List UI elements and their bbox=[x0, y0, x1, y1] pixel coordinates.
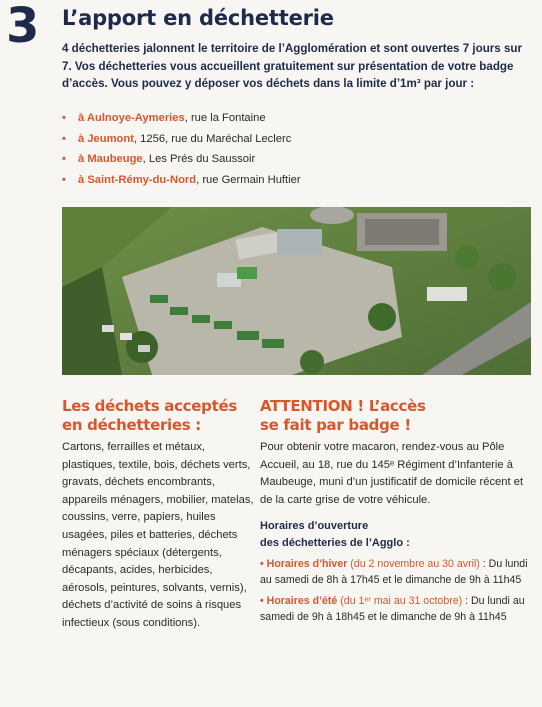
list-item bbox=[62, 131, 522, 152]
attention-column bbox=[260, 397, 532, 625]
town-name: à Saint-Rémy-du-Nord bbox=[78, 173, 197, 186]
page-title: L’apport en déchetterie bbox=[62, 6, 334, 30]
list-item bbox=[62, 151, 522, 172]
accepted-waste-text: Cartons, ferrailles et métaux, plastiques, textile, bois, déchets verts, gravats, déchets encombrants, appareils ménagers, mobilier, matelas, coussins, verre, papiers, huiles usagées, piles et batteries, déchets ménagers spéciaux (détergents, décapants, acides, herbicides, aérosols, peintures, solvants, vernis), déchets d’activité de soins à risques infectieux (sous conditions). bbox=[62, 441, 254, 629]
season-detail: : Du lundi au samedi de 8h à 17h45 et le dimanche de 9h à 11h45 bbox=[260, 558, 528, 587]
winter-hours bbox=[260, 556, 532, 588]
heading-line: ATTENTION ! L’accès bbox=[260, 397, 426, 415]
intro-paragraph: 4 déchetteries jalonnent le territoire de l’Agglomération et sont ouvertes 7 jours sur 7. Vos déchetteries vous accueillent gratuitement sur présentation de votre badge d’accès. Vous pouvez y déposer vos déchets dans la limite d’1m³ par jour : bbox=[62, 42, 522, 90]
bullet-icon: • bbox=[260, 558, 264, 571]
season-dates: (du 1ᵉʳ mai au 31 octobre) bbox=[337, 595, 463, 608]
season-dates: (du 2 novembre au 30 avril) bbox=[347, 558, 480, 571]
hours-title-line: Horaires d’ouverture bbox=[260, 520, 369, 533]
list-item bbox=[62, 110, 522, 131]
heading-line: Les déchets acceptés bbox=[62, 397, 237, 415]
dechetterie-list bbox=[62, 110, 522, 192]
season-detail: : Du lundi au samedi de 9h à 18h45 et le dimanche de 9h à 11h45 bbox=[260, 595, 525, 624]
bullet-icon: • bbox=[62, 153, 66, 165]
town-name: à Maubeuge bbox=[78, 153, 143, 165]
hours-title bbox=[260, 518, 532, 551]
season-label: Horaires d’été bbox=[266, 595, 338, 608]
summer-hours bbox=[260, 593, 532, 625]
heading-line: en déchetteries : bbox=[62, 416, 202, 434]
accepted-waste-heading bbox=[62, 397, 258, 435]
list-item bbox=[62, 172, 522, 193]
town-address: , rue la Fontaine bbox=[184, 112, 266, 124]
attention-text: Pour obtenir votre macaron, rendez-vous au Pôle Accueil, au 18, rue du 145ᵉ Régiment d’Infanterie à Maubeuge, muni d’un justificatif de domicile récent et de la carte grise de votre véhicule. bbox=[260, 441, 524, 506]
bullet-icon: • bbox=[62, 173, 66, 186]
town-name: à Jeumont bbox=[78, 132, 134, 145]
town-address: , rue Germain Huftier bbox=[196, 173, 301, 186]
town-name: à Aulnoye-Aymeries bbox=[78, 112, 185, 124]
accepted-waste-column bbox=[62, 397, 258, 633]
bullet-icon: • bbox=[62, 112, 66, 124]
bullet-icon: • bbox=[260, 595, 264, 608]
season-label: Horaires d’hiver bbox=[266, 558, 348, 571]
attention-heading bbox=[260, 397, 532, 435]
hours-title-line: des déchetteries de l’Agglo : bbox=[260, 536, 410, 549]
town-address: , Les Prés du Saussoir bbox=[142, 153, 256, 165]
step-number: 3 bbox=[6, 0, 40, 54]
heading-line: se fait par badge ! bbox=[260, 416, 411, 434]
aerial-photo bbox=[62, 207, 531, 375]
bullet-icon: • bbox=[62, 132, 66, 145]
town-address: , 1256, rue du Maréchal Leclerc bbox=[133, 132, 292, 145]
